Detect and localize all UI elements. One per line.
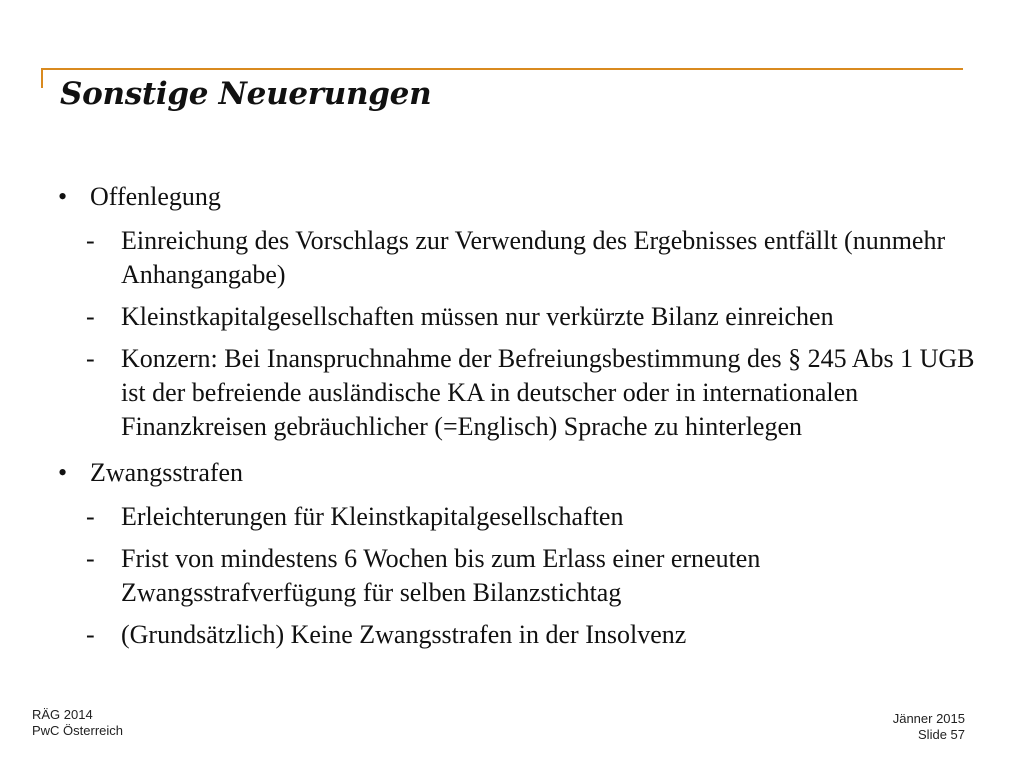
- slide-title: Sonstige Neuerungen: [60, 76, 432, 112]
- bullet-zwangsstrafen: [58, 456, 998, 490]
- footer-company: PwC Österreich: [32, 723, 124, 738]
- sub-item: [58, 618, 998, 652]
- dash-marker: -: [86, 302, 95, 331]
- footer-right: [893, 711, 965, 743]
- footer-topic: RÄG 2014: [32, 707, 93, 722]
- sub-item-text: Erleichterungen für Kleinstkapitalgesellschaften: [121, 502, 624, 531]
- bullet-marker: •: [58, 182, 68, 211]
- sub-item: [58, 342, 998, 444]
- dash-marker: -: [86, 620, 95, 649]
- sub-item-text: (Grundsätzlich) Keine Zwangsstrafen in der Insolvenz: [121, 620, 687, 649]
- bullet-offenlegung: [58, 180, 998, 214]
- sub-item-text: Kleinstkapitalgesellschaften müssen nur verkürzte Bilanz einreichen: [121, 302, 834, 331]
- sub-item-text: Frist von mindestens 6 Wochen bis zum Erlass einer erneuten Zwangsstrafverfügung für selben Bilanzstichtag: [121, 544, 761, 607]
- bullet-heading: Zwangsstrafen: [90, 458, 244, 487]
- sub-item-text: Einreichung des Vorschlags zur Verwendung des Ergebnisses entfällt (nunmehr Anhangangabe): [121, 226, 946, 289]
- footer-left: [32, 707, 123, 739]
- dash-marker: -: [86, 344, 95, 373]
- sub-item: [58, 500, 998, 534]
- sub-item: [58, 300, 998, 334]
- corner-accent-vertical: [41, 68, 43, 88]
- dash-marker: -: [86, 544, 95, 573]
- sub-item-text: Konzern: Bei Inanspruchnahme der Befreiungsbestimmung des § 245 Abs 1 UGB ist der befreiende ausländische KA in deutscher oder in internationalen Finanzkreisen gebräuchlicher (=Englisch) Sprache zu hinterlegen: [121, 344, 975, 441]
- slide-content: [58, 180, 998, 660]
- slide-number: Slide 57: [918, 727, 965, 742]
- bullet-marker: •: [58, 458, 68, 487]
- bullet-heading: Offenlegung: [90, 182, 221, 211]
- dash-marker: -: [86, 226, 95, 255]
- corner-accent-horizontal: [41, 68, 963, 70]
- sub-item: [58, 224, 998, 292]
- sub-item: [58, 542, 998, 610]
- footer-date: Jänner 2015: [892, 711, 965, 726]
- dash-marker: -: [86, 502, 95, 531]
